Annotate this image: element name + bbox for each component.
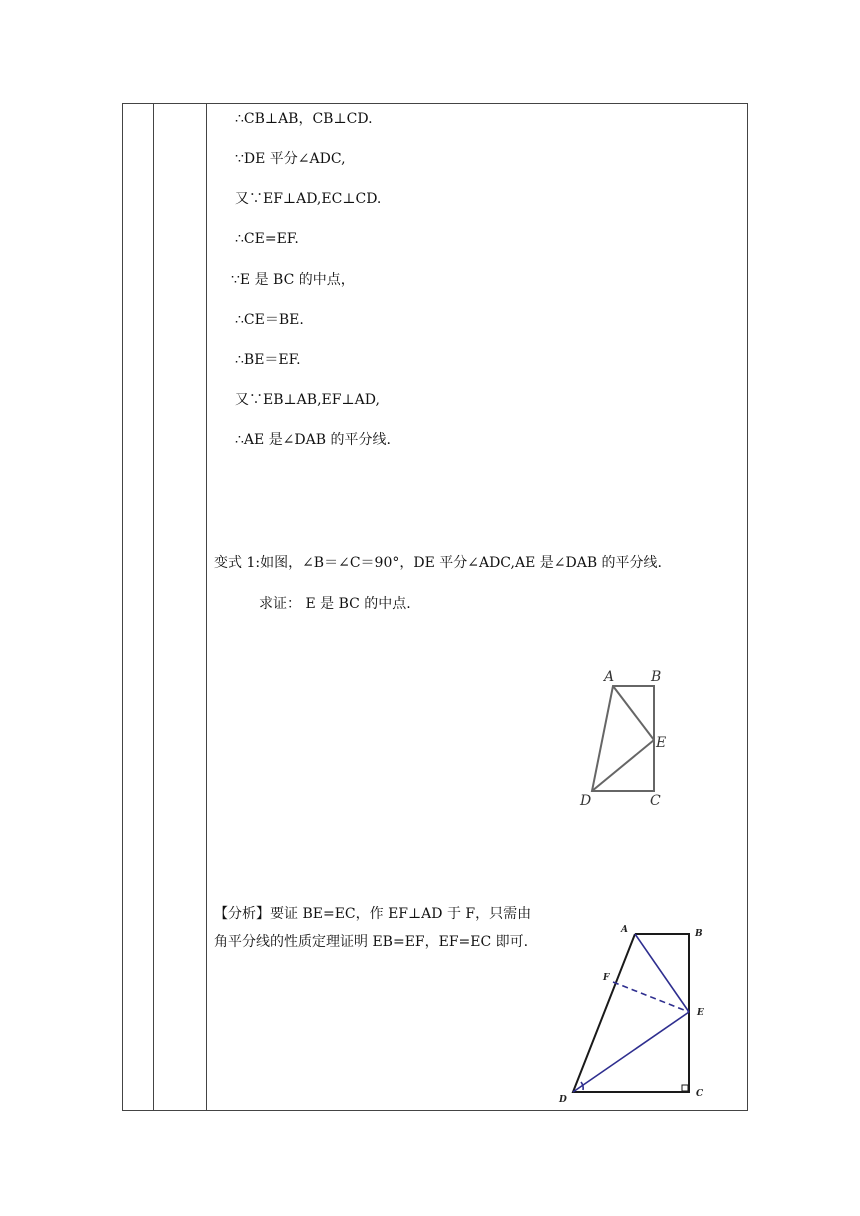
figure-2-segment-ef-dashed [613,982,689,1012]
proof-line-1: ∴CB⊥AB，CB⊥CD. [235,111,373,127]
table-column-divider-2 [206,103,207,1111]
proof-line-5: ∵E 是 BC 的中点， [231,272,355,288]
proof-line-4: ∴CE=EF. [235,231,299,247]
figure-2-label-d: D [559,1095,567,1105]
figure-1-segment-ae [613,686,654,740]
proof-line-6: ∴CE＝BE. [235,312,304,328]
figure-1-lines [592,686,654,791]
analysis-line-1: 【分析】要证 BE=EC，作 EF⊥AD 于 F，只需由 [214,906,532,922]
analysis-line-2: 角平分线的性质定理证明 EB=EF，EF=EC 即可. [214,934,529,950]
proof-line-9: ∴AE 是∠DAB 的平分线. [235,432,391,448]
figure-2-diagram [555,922,715,1107]
figure-2-segment-ae [635,934,689,1012]
proof-line-7: ∴BE＝EF. [235,352,301,368]
figure-1-label-e: E [656,735,667,751]
figure-1-label-c: C [650,793,661,809]
figure-2-label-e: E [697,1008,704,1018]
figure-2-label-b: B [695,929,703,939]
figure-2-label-f: F [603,973,610,983]
variant-prove: 求证： E 是 BC 的中点. [259,596,411,612]
figure-2-label-c: C [696,1089,704,1099]
figure-2-quadrilateral [573,934,689,1092]
figure-1-diagram [570,665,680,815]
figure-2-label-a: A [621,925,628,935]
proof-line-8: 又∵EB⊥AB,EF⊥AD, [235,392,380,408]
figure-2-lines [573,934,689,1092]
table-column-divider-1 [153,103,154,1111]
figure-2-blue-lines [573,934,689,1092]
proof-line-2: ∵DE 平分∠ADC, [235,151,346,167]
figure-1-label-b: B [651,669,662,685]
variant-statement: 变式 1:如图，∠B＝∠C＝90°，DE 平分∠ADC,AE 是∠DAB 的平分线. [214,555,663,571]
proof-line-3: 又∵EF⊥AD,EC⊥CD. [235,191,382,207]
figure-1-label-a: A [604,669,615,685]
figure-2-segment-de [573,1012,689,1092]
figure-1-label-d: D [580,793,592,809]
figure-1-quadrilateral [592,686,654,791]
figure-2-right-angle-mark [682,1085,688,1091]
